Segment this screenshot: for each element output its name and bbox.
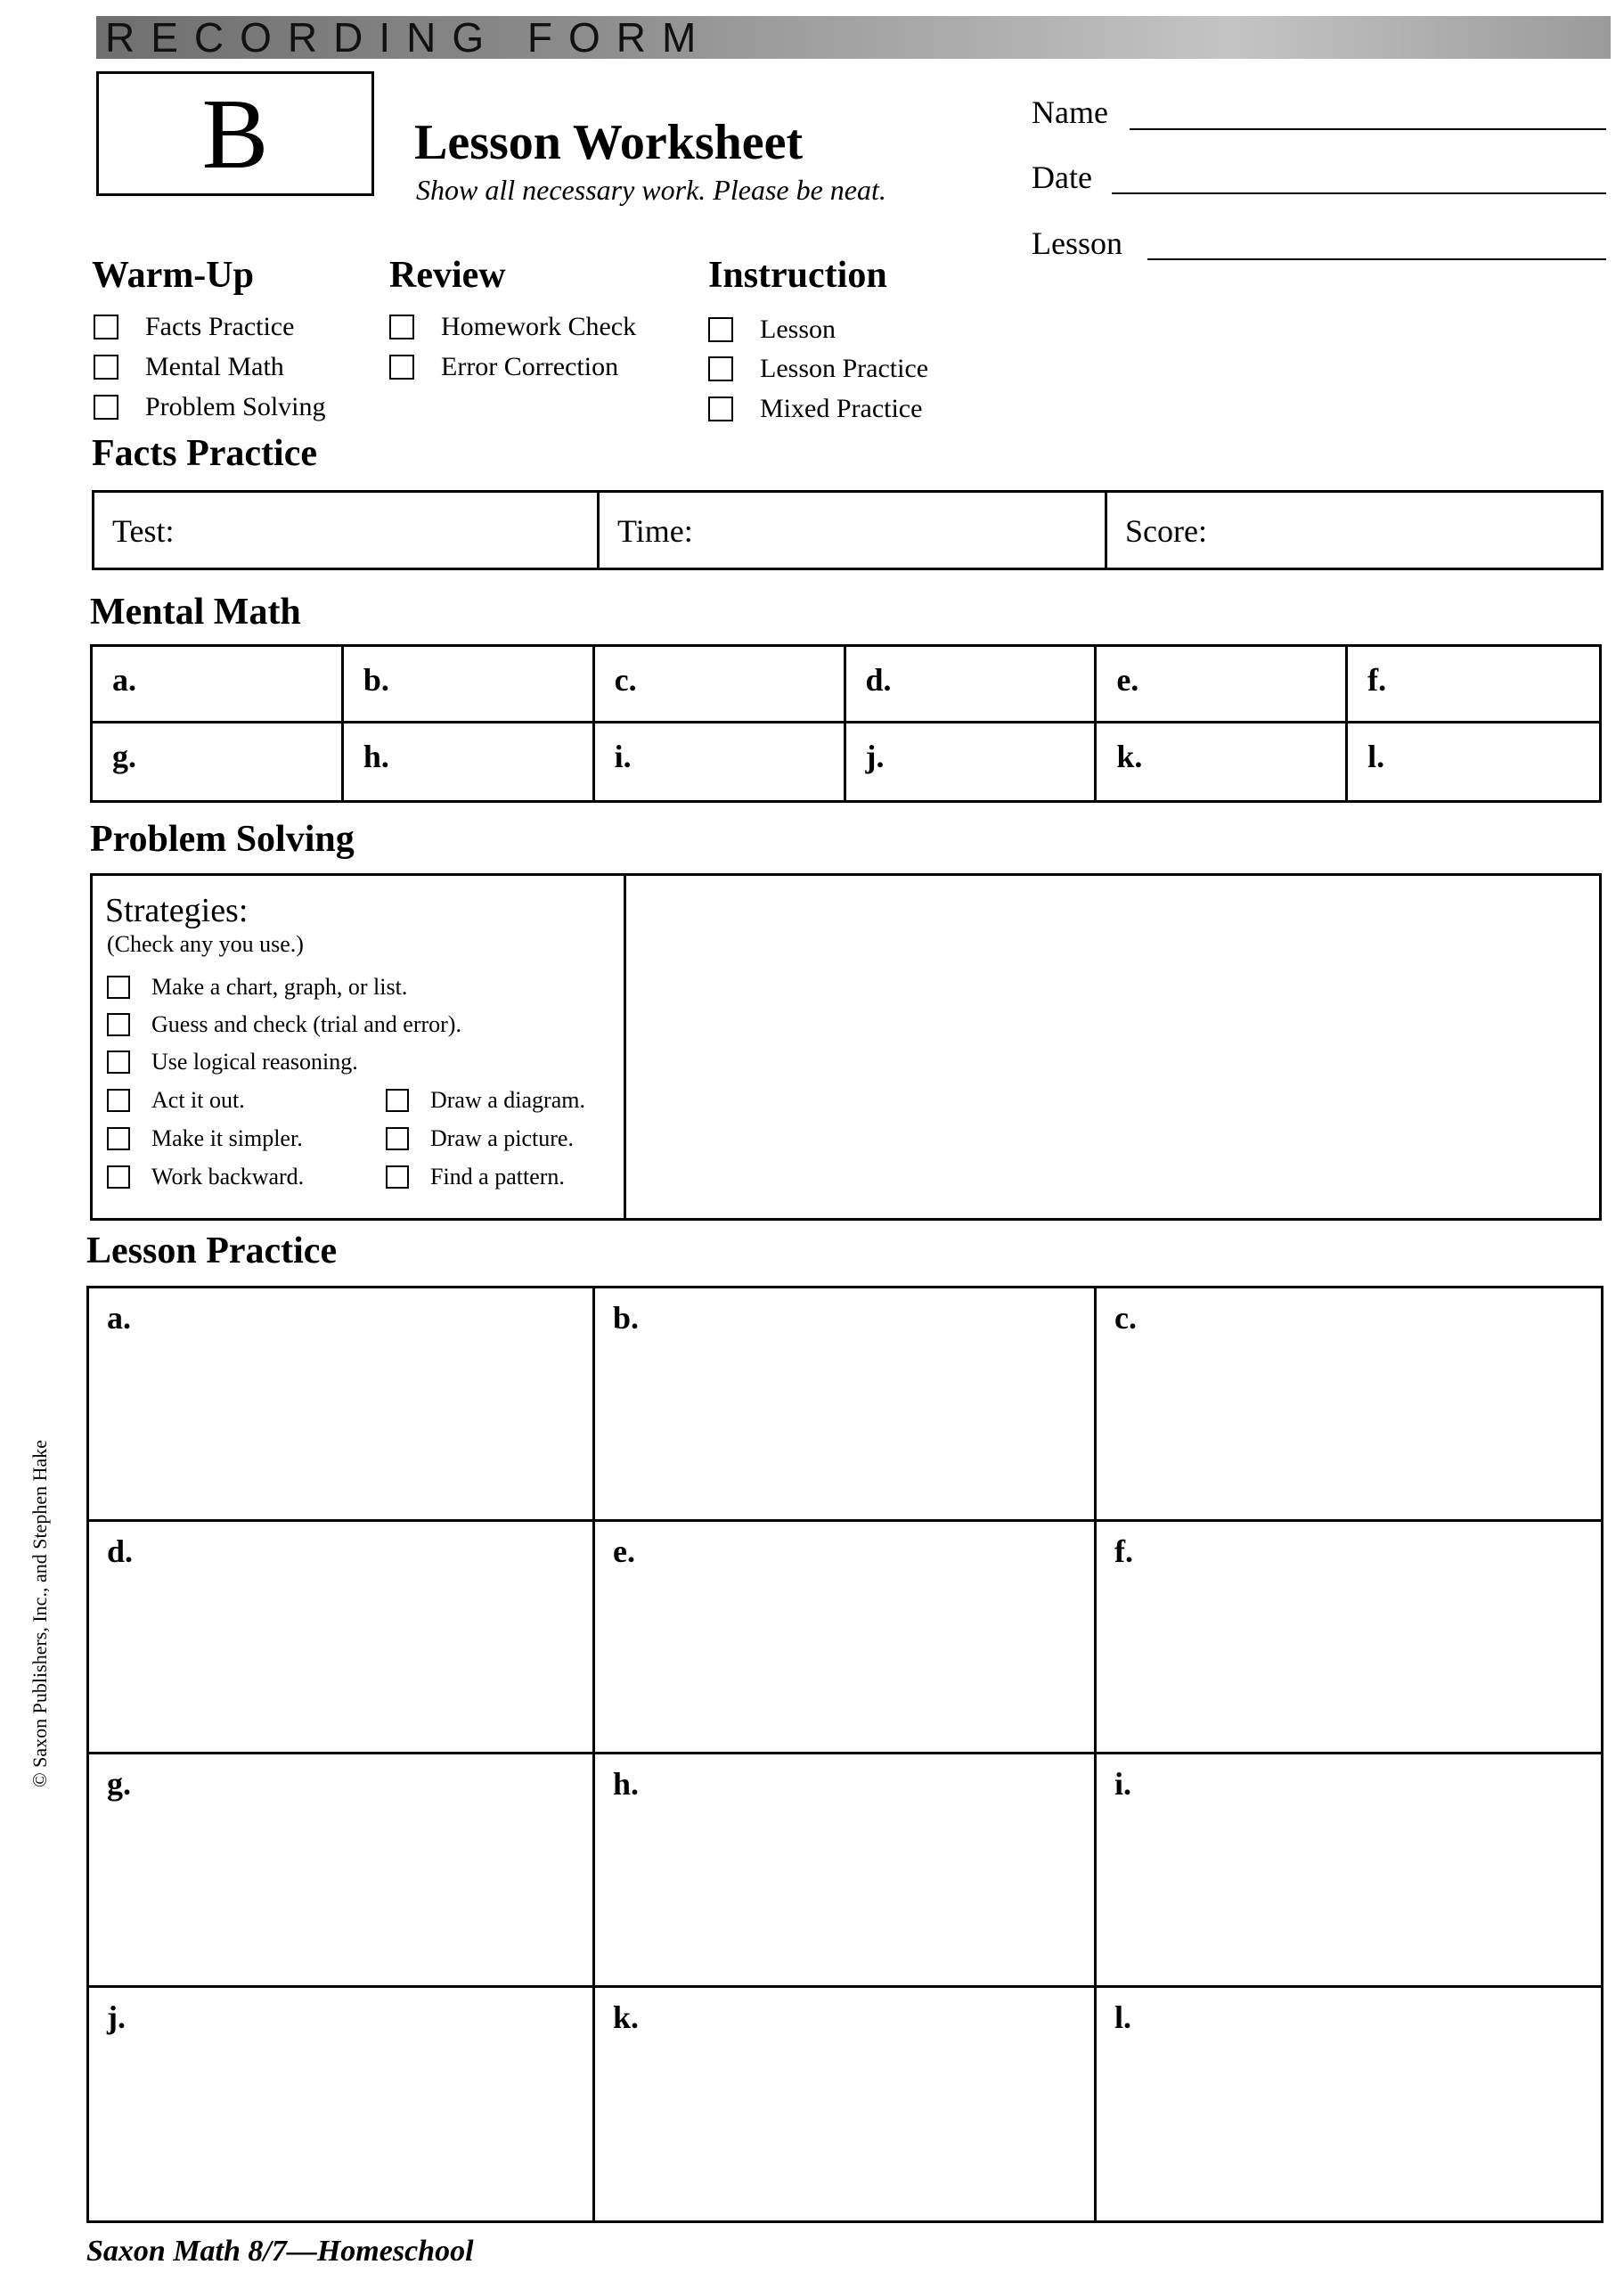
mental-math-cell-b[interactable]: b. xyxy=(344,647,595,724)
checkbox-icon[interactable] xyxy=(389,315,414,339)
facts-test-cell[interactable]: Test: xyxy=(94,493,600,568)
lesson-practice-cell-j[interactable]: j. xyxy=(89,1988,595,2221)
review-heading: Review xyxy=(389,255,506,296)
instruction-lesson-practice-checkbox[interactable]: Lesson Practice xyxy=(708,354,928,384)
problem-solving-heading: Problem Solving xyxy=(90,819,355,860)
checkbox-icon[interactable] xyxy=(708,397,733,421)
lesson-practice-cell-f[interactable]: f. xyxy=(1097,1522,1601,1755)
strategies-title: Strategies: xyxy=(105,892,249,929)
checkbox-icon[interactable] xyxy=(107,1013,130,1036)
banner-title: RECORDING FORM xyxy=(105,14,713,61)
checkbox-icon[interactable] xyxy=(708,356,733,381)
lesson-practice-cell-a[interactable]: a. xyxy=(89,1288,595,1522)
facts-practice-heading: Facts Practice xyxy=(92,433,318,474)
checkbox-icon[interactable] xyxy=(386,1127,409,1150)
mental-math-cell-d[interactable]: d. xyxy=(846,647,1098,724)
mental-math-cell-f[interactable]: f. xyxy=(1348,647,1599,724)
warmup-problem-solving-checkbox[interactable]: Problem Solving xyxy=(94,392,326,422)
mental-math-cell-a[interactable]: a. xyxy=(93,647,344,724)
checkbox-icon[interactable] xyxy=(94,395,118,420)
lesson-practice-cell-k[interactable]: k. xyxy=(595,1988,1097,2221)
facts-score-cell[interactable]: Score: xyxy=(1125,513,1207,549)
warmup-facts-practice-checkbox[interactable]: Facts Practice xyxy=(94,312,294,342)
mental-math-cell-k[interactable]: k. xyxy=(1097,724,1348,800)
mental-math-cell-i[interactable]: i. xyxy=(595,724,846,800)
lesson-field[interactable] xyxy=(1147,258,1606,260)
worksheet-subtitle: Show all necessary work. Please be neat. xyxy=(416,174,886,206)
mental-math-heading: Mental Math xyxy=(90,592,301,633)
form-letter-box: B xyxy=(96,71,374,196)
copyright-notice: © Saxon Publishers, Inc., and Stephen Hake xyxy=(29,1439,51,1788)
checkbox-icon[interactable] xyxy=(708,317,733,342)
name-field[interactable] xyxy=(1130,128,1606,130)
checkbox-icon[interactable] xyxy=(107,1165,130,1189)
mental-math-grid xyxy=(90,644,1602,803)
strategy-guess-check-checkbox[interactable]: Guess and check (trial and error). xyxy=(107,1011,461,1038)
mental-math-cell-g[interactable]: g. xyxy=(93,724,344,800)
checkbox-icon[interactable] xyxy=(389,355,414,380)
worksheet-title: Lesson Worksheet xyxy=(414,115,804,170)
strategy-chart-checkbox[interactable]: Make a chart, graph, or list. xyxy=(107,974,407,1001)
strategies-subtitle: (Check any you use.) xyxy=(107,931,304,957)
checkbox-icon[interactable] xyxy=(107,1051,130,1074)
lesson-practice-cell-i[interactable]: i. xyxy=(1097,1754,1601,1988)
lesson-label: Lesson xyxy=(1032,225,1122,261)
checkbox-icon[interactable] xyxy=(386,1165,409,1189)
strategy-logical-reasoning-checkbox[interactable]: Use logical reasoning. xyxy=(107,1049,358,1075)
instruction-lesson-checkbox[interactable]: Lesson xyxy=(708,315,836,345)
review-homework-check-checkbox[interactable]: Homework Check xyxy=(389,312,636,342)
strategy-picture-checkbox[interactable]: Draw a picture. xyxy=(386,1125,574,1152)
warmup-mental-math-checkbox[interactable]: Mental Math xyxy=(94,352,284,382)
footer-title: Saxon Math 8/7—Homeschool xyxy=(86,2235,474,2268)
strategy-act-it-out-checkbox[interactable]: Act it out. xyxy=(107,1087,245,1114)
checkbox-icon[interactable] xyxy=(107,1089,130,1112)
review-error-correction-checkbox[interactable]: Error Correction xyxy=(389,352,618,382)
mental-math-cell-h[interactable]: h. xyxy=(344,724,595,800)
lesson-practice-cell-c[interactable]: c. xyxy=(1097,1288,1601,1522)
date-field[interactable] xyxy=(1112,192,1606,194)
strategy-simpler-checkbox[interactable]: Make it simpler. xyxy=(107,1125,303,1152)
lesson-practice-cell-g[interactable]: g. xyxy=(89,1754,595,1988)
lesson-practice-cell-e[interactable]: e. xyxy=(595,1522,1097,1755)
checkbox-icon[interactable] xyxy=(107,976,130,999)
instruction-mixed-practice-checkbox[interactable]: Mixed Practice xyxy=(708,394,922,424)
strategy-diagram-checkbox[interactable]: Draw a diagram. xyxy=(386,1087,585,1114)
checkbox-icon[interactable] xyxy=(386,1089,409,1112)
checkbox-icon[interactable] xyxy=(107,1127,130,1150)
warmup-heading: Warm-Up xyxy=(92,255,254,296)
checkbox-icon[interactable] xyxy=(94,315,118,339)
lesson-practice-cell-h[interactable]: h. xyxy=(595,1754,1097,1988)
strategy-work-backward-checkbox[interactable]: Work backward. xyxy=(107,1164,304,1190)
facts-practice-table xyxy=(92,490,1604,570)
lesson-practice-cell-l[interactable]: l. xyxy=(1114,1999,1132,2035)
mental-math-cell-j[interactable]: j. xyxy=(846,724,1098,800)
checkbox-icon[interactable] xyxy=(94,355,118,380)
name-label: Name xyxy=(1032,94,1108,130)
mental-math-cell-c[interactable]: c. xyxy=(595,647,846,724)
mental-math-cell-l[interactable]: l. xyxy=(1367,739,1385,774)
lesson-practice-cell-b[interactable]: b. xyxy=(595,1288,1097,1522)
facts-time-cell[interactable]: Time: xyxy=(600,493,1107,568)
problem-solving-work-area[interactable] xyxy=(626,876,1599,1218)
lesson-practice-heading: Lesson Practice xyxy=(86,1230,338,1271)
strategy-pattern-checkbox[interactable]: Find a pattern. xyxy=(386,1164,565,1190)
lesson-practice-cell-d[interactable]: d. xyxy=(89,1522,595,1755)
lesson-practice-grid xyxy=(86,1286,1604,2223)
mental-math-cell-e[interactable]: e. xyxy=(1097,647,1348,724)
date-label: Date xyxy=(1032,159,1092,195)
instruction-heading: Instruction xyxy=(708,255,887,296)
